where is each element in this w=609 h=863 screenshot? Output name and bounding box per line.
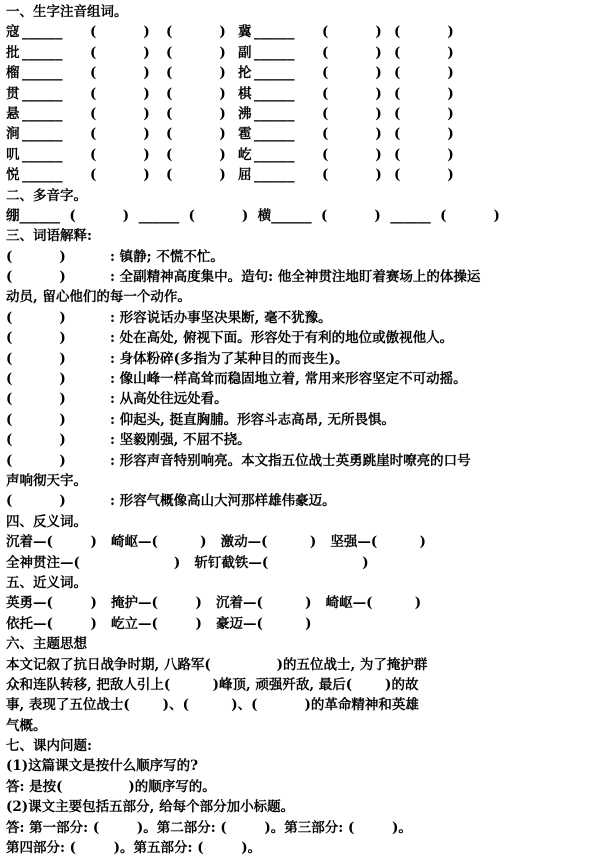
character-cell: ______ [22,85,63,102]
character-cell: ______ [22,24,63,41]
character-cell: ( ) [394,105,454,122]
explanation-item [6,349,603,369]
theme-line: 本文记叙了抗日战争时期, 八路军( )的五位战士, 为了掩护群 [6,656,428,673]
answer-blank: ( ) [6,350,66,367]
character-cell: 冀 [238,24,252,41]
explanation-text: : 处在高处, 俯视下面。形容处于有利的地位或傲视他人。 [110,330,454,347]
answer-blank: ( ) [6,493,66,510]
character-cell: ( ) [394,44,454,61]
character-cell: ( ) [322,65,382,82]
character-cell: ( ) [322,167,382,184]
character-cell: 雹 [238,126,252,143]
character-cell: ( ) [394,146,454,163]
character-cell: ( ) [90,167,150,184]
character-cell: ( ) [90,146,150,163]
explanation-item [6,491,603,511]
explanation-item [6,389,603,409]
theme-line: 众和连队转移, 把敌人引上( )峰顶, 顽强歼敌, 最后( )的故 [6,676,419,693]
explanation-text: : 身体粉碎(多指为了某种目的而丧生)。 [110,350,349,367]
character-cell: ______ [254,126,295,143]
character-cell: ( ) [90,65,150,82]
answer-blank: ( ) [6,309,66,326]
explanation-item [6,369,603,389]
character-cell: 悬 [6,105,20,122]
character-cell: ______ [254,167,295,184]
character-cell: ( ) [90,85,150,102]
character-cell: 屹 [238,146,252,163]
character-cell: ( ) [166,167,226,184]
explanation-continuation: 声响彻天宇。 [6,472,87,489]
character-cell: 榴 [6,65,20,82]
theme-line: 事, 表现了五位战士( )、( )、( )的革命精神和英雄 [6,697,419,714]
antonym-line-1: 沉着—( ) 崎岖—( ) 激动—( ) 坚强—( ) [6,534,426,551]
explanation-item [6,267,603,287]
answer-line: 答: 是按( )的顺序写的。 [6,778,216,795]
character-cell: ( ) [394,167,454,184]
answer-line: 答: 第一部分: ( )。第二部分: ( )。第三部分: ( )。 [6,819,412,836]
character-cell: ( ) [322,85,382,102]
character-cell: ( ) [322,44,382,61]
character-cell: ( ) [322,24,382,41]
character-cell: ( ) [90,44,150,61]
section-4-title: 四、反义词。 [6,513,87,530]
explanation-text: : 形容气概像高山大河那样雄伟豪迈。 [110,493,336,510]
character-cell: 贯 [6,85,20,102]
character-cell: ______ [22,65,63,82]
explanation-text: : 坚毅刚强, 不屈不挠。 [110,432,251,449]
antonym-line-2: 全神贯注—( ) 斩钉截铁—( ) [6,554,369,571]
word-explanation-list [6,247,603,512]
character-row [6,104,603,124]
character-table [6,22,603,185]
explanation-text: : 从高处往远处看。 [110,391,228,408]
answer-line: 第四部分: ( )。第五部分: ( )。 [6,840,262,857]
character-cell: ______ [254,146,295,163]
explanation-text: : 仰起头, 挺直胸脯。形容斗志高昂, 无所畏惧。 [110,411,395,428]
character-cell: ( ) [166,105,226,122]
character-cell: ( ) [90,24,150,41]
character-cell: ______ [22,126,63,143]
answer-blank: ( ) [6,391,66,408]
character-cell: ______ [254,24,295,41]
character-cell: ( ) [394,24,454,41]
character-cell: ( ) [166,44,226,61]
answer-blank: ( ) [6,411,66,428]
explanation-text: : 全副精神高度集中。造句: 他全神贯注地盯着赛场上的体操运 [110,269,481,286]
synonym-line-1: 英勇—( ) 掩护—( ) 沉着—( ) 崎岖—( ) [6,595,422,612]
character-cell: ( ) [322,105,382,122]
explanation-continuation: 动员, 留心他们的每一个动作。 [6,289,191,306]
question-line: (1)这篇课文是按什么顺序写的? [6,758,199,775]
character-cell: ( ) [394,126,454,143]
answer-blank: ( ) [6,248,66,265]
character-cell: ( ) [394,65,454,82]
character-cell: 抡 [238,65,252,82]
section-1-title: 一、生字注音组词。 [6,4,128,20]
explanation-item [6,308,603,328]
character-cell: ( ) [322,146,382,163]
section-2-title: 二、多音字。 [6,187,87,204]
character-cell: 叽 [6,146,20,163]
character-cell: 棋 [238,85,252,102]
character-cell: ( ) [394,85,454,102]
character-cell: ______ [22,44,63,61]
character-row [6,63,603,83]
character-cell: ( ) [90,105,150,122]
character-cell: ______ [22,146,63,163]
answer-blank: ( ) [6,330,66,347]
character-cell: 批 [6,44,20,61]
character-cell: ______ [254,85,295,102]
character-cell: ( ) [166,85,226,102]
character-cell: ______ [254,44,295,61]
character-cell: 副 [238,44,252,61]
explanation-text: : 镇静; 不慌不忙。 [110,248,224,265]
character-row [6,145,603,165]
explanation-item [6,410,603,430]
explanation-text: : 形容说话办事坚决果断, 毫不犹豫。 [110,309,332,326]
character-cell: ______ [254,65,295,82]
answer-blank: ( ) [6,432,66,449]
explanation-item [6,247,603,267]
explanation-item [6,328,603,348]
answer-blank: ( ) [6,452,66,469]
explanation-item [6,451,603,471]
character-row [6,124,603,144]
character-cell: 沸 [238,105,252,122]
answer-blank: ( ) [6,371,66,388]
character-row [6,22,603,42]
character-cell: ( ) [166,126,226,143]
theme-line: 气概。 [6,717,47,734]
character-cell: ______ [22,167,63,184]
section-6-title: 六、主题思想 [6,636,87,653]
character-cell: ( ) [166,24,226,41]
character-cell: 涧 [6,126,20,143]
explanation-item [6,430,603,450]
character-cell: ( ) [322,126,382,143]
character-cell: ( ) [90,126,150,143]
section-5-title: 五、近义词。 [6,574,87,591]
character-row [6,43,603,63]
character-cell: 寇 [6,24,20,41]
character-row [6,84,603,104]
section-7-title: 七、课内问题: [6,738,92,755]
character-cell: ( ) [166,65,226,82]
character-cell: 悦 [6,167,20,184]
explanation-text: : 像山峰一样高耸而稳固地立着, 常用来形容坚定不可动摇。 [110,371,467,388]
explanation-text: : 形容声音特别响亮。本文指五位战士英勇跳崖时嘹亮的口号 [110,452,471,469]
character-cell: ______ [254,105,295,122]
polyphone-line: 绷______ ( ) ______ ( ) 横______ ( ) ______ ( ) [6,207,500,224]
character-cell: 屈 [238,167,252,184]
synonym-line-2: 依托—( ) 屹立—( ) 豪迈—( ) [6,615,312,632]
section-3-title: 三、词语解释: [6,228,92,245]
character-row [6,165,603,185]
character-cell: ______ [22,105,63,122]
question-line: (2)课文主要包括五部分, 给每个部分加小标题。 [6,799,295,816]
character-cell: ( ) [166,146,226,163]
answer-blank: ( ) [6,269,66,286]
